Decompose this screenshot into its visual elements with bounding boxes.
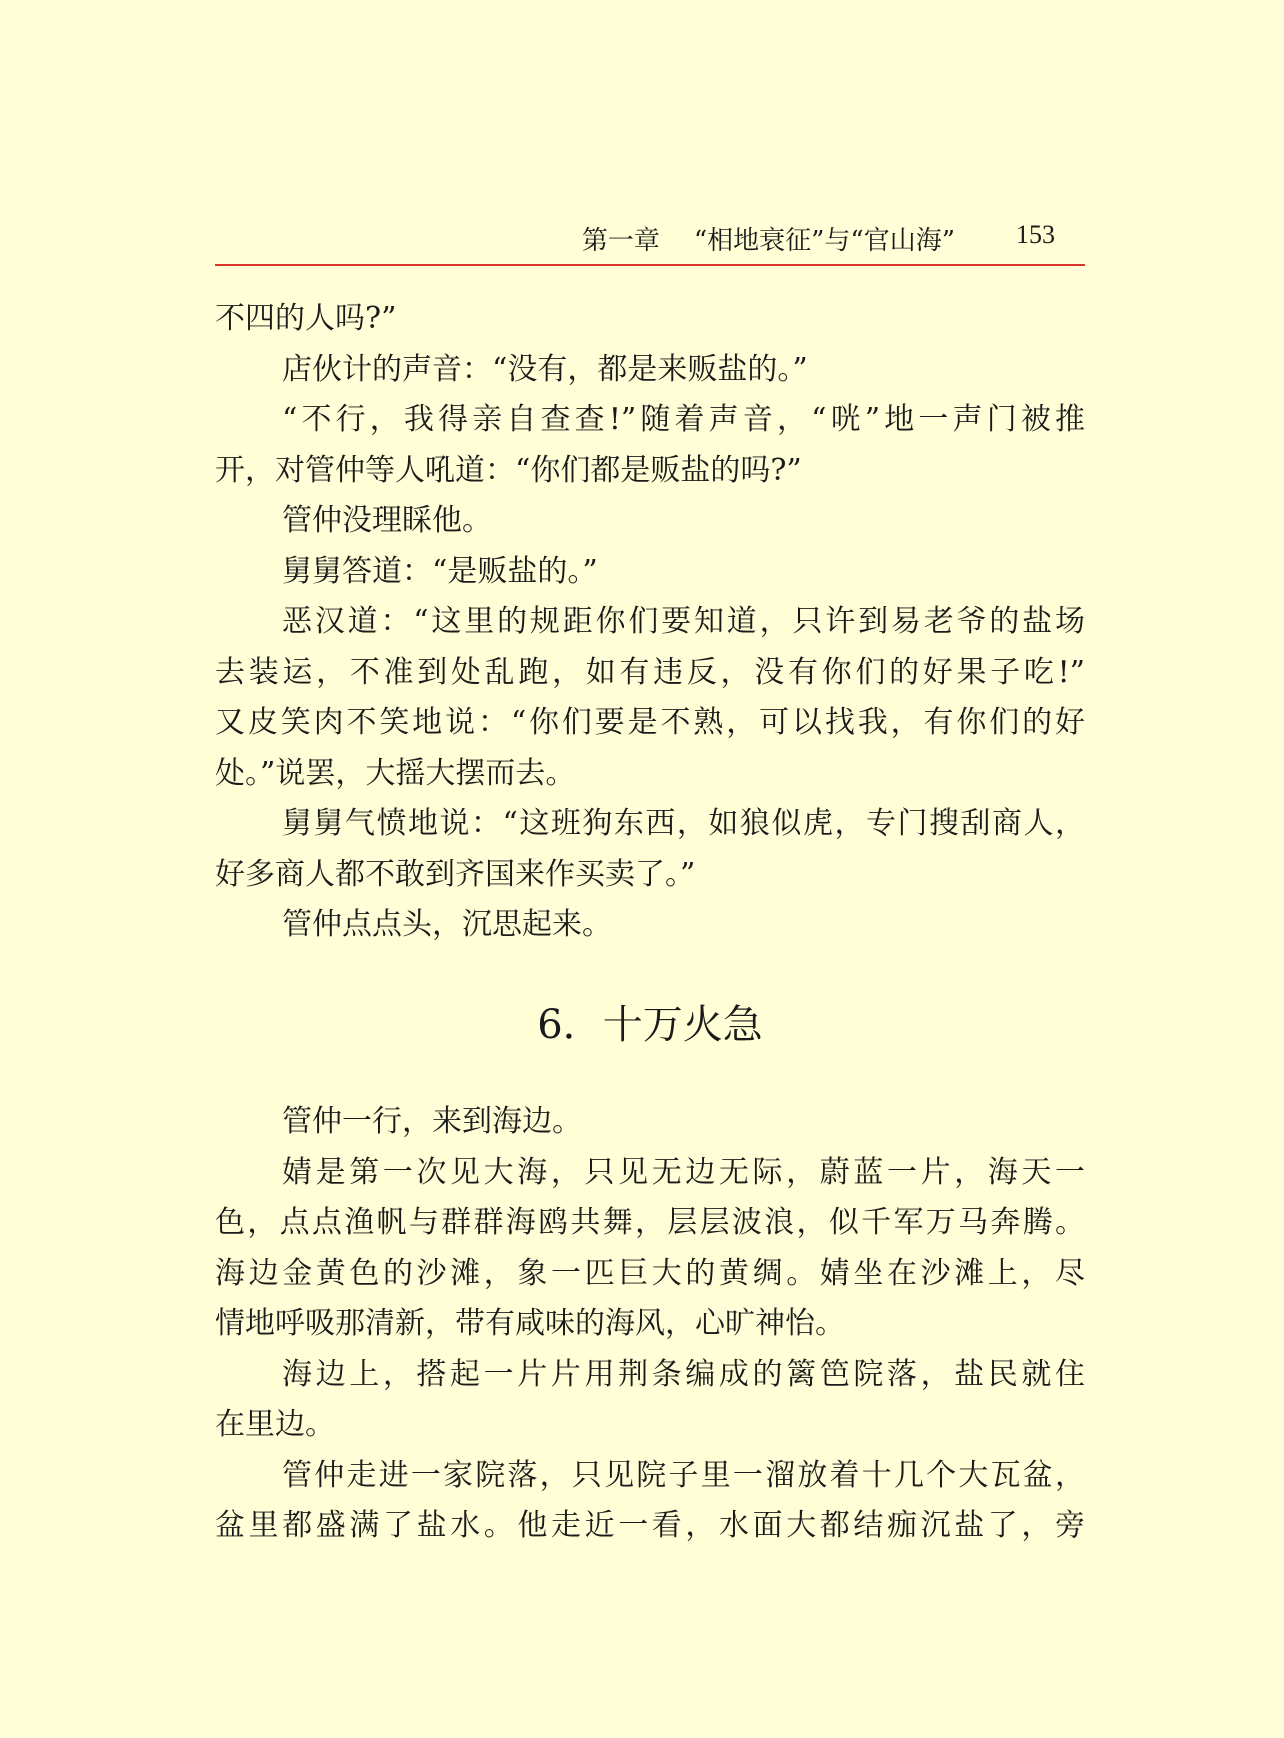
text-line: 又皮笑肉不笑地说：“你们要是不熟，可以找我，有你们的好 xyxy=(215,705,1085,740)
running-header-title xyxy=(582,220,955,257)
text-line: 舅舅气愤地说：“这班狗东西，如狼似虎，专门搜刮商人， xyxy=(282,806,1085,841)
text-line: 情地呼吸那清新，带有咸味的海风，心旷神怡。 xyxy=(215,1306,845,1341)
text-line: 海边金黄色的沙滩，象一匹巨大的黄绸。婧坐在沙滩上，尽 xyxy=(215,1255,1085,1291)
text-line: 恶汉道：“这里的规距你们要知道，只许到易老爷的盐场 xyxy=(282,604,1085,639)
body-text-after-section xyxy=(215,1097,1085,1552)
text-line: 婧是第一次见大海，只见无边无际，蔚蓝一片，海天一 xyxy=(282,1154,1085,1190)
section-title: 6．十万火急 xyxy=(537,1002,763,1048)
header-chapter-title: “相地衰征”与“官山海” xyxy=(693,226,955,256)
text-line: 店伙计的声音：“没有，都是来贩盐的。” xyxy=(282,351,808,387)
text-line: 海边上，搭起一片片用荆条编成的篱笆院落，盐民就住 xyxy=(282,1356,1085,1392)
text-line: “不行，我得亲自查查!”随着声音，“咣”地一声门被推 xyxy=(282,402,1085,437)
text-line: 管仲一行，来到海边。 xyxy=(282,1104,582,1139)
text-line: 去装运，不准到处乱跑，如有违反，没有你们的好果子吃!” xyxy=(215,654,1085,690)
text-line: 不四的人吗?” xyxy=(215,301,397,336)
text-line: 管仲没理睬他。 xyxy=(282,503,492,538)
header-chapter: 第一章 xyxy=(581,226,660,256)
text-line: 开，对管仲等人吼道：“你们都是贩盐的吗?” xyxy=(215,452,802,488)
header-rule xyxy=(215,264,1085,266)
running-header xyxy=(215,214,1085,264)
text-line: 盆里都盛满了盐水。他走近一看，水面大都结痂沉盐了，旁 xyxy=(215,1508,1085,1543)
text-line: 色，点点渔帆与群群海鸥共舞，层层波浪，似千军万马奔腾。 xyxy=(215,1205,1085,1240)
text-line: 在里边。 xyxy=(215,1407,335,1442)
body-text-before-section xyxy=(215,294,1085,951)
text-line: 管仲走进一家院落，只见院子里一溜放着十几个大瓦盆， xyxy=(282,1457,1085,1493)
text-line: 舅舅答道：“是贩盐的。” xyxy=(282,553,598,589)
text-line: 管仲点点头，沉思起来。 xyxy=(282,907,612,942)
text-line: 处。”说罢，大摇大摆而去。 xyxy=(215,755,576,791)
text-line: 好多商人都不敢到齐国来作买卖了。” xyxy=(215,856,696,892)
page-number: 153 xyxy=(1016,220,1055,249)
